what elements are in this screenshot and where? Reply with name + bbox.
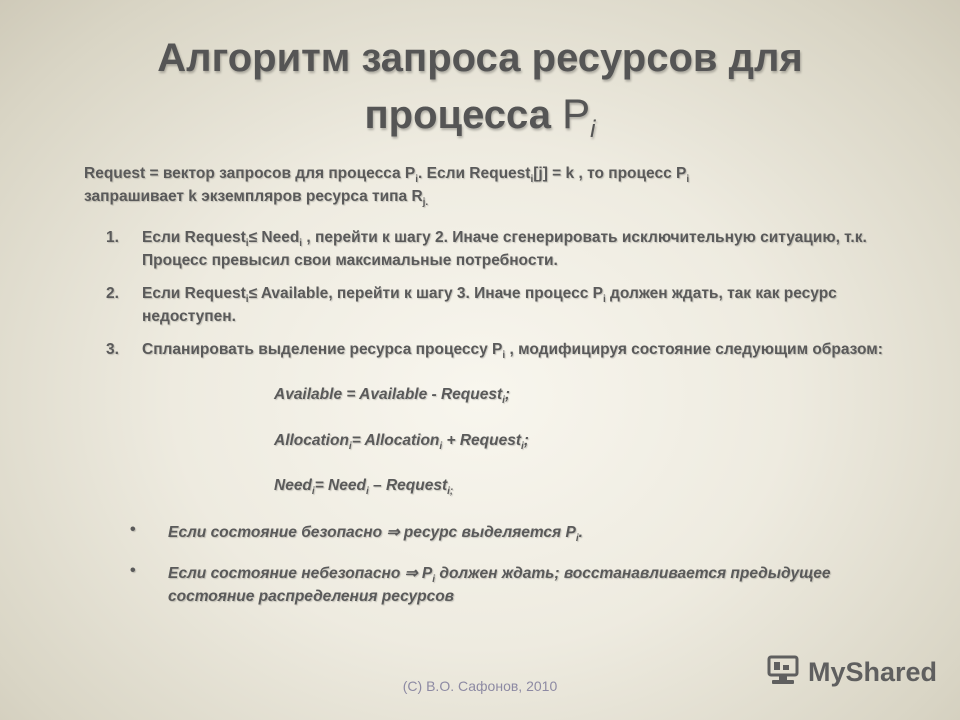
bullet-sub: i — [575, 532, 579, 544]
title-line-1: Алгоритм запроса ресурсов для — [157, 36, 803, 80]
step-number: 3. — [106, 341, 119, 359]
equation-text: Need — [274, 476, 312, 494]
equation-sub: i — [311, 485, 315, 497]
step-number: 1. — [106, 229, 119, 247]
equation-text: – Request — [368, 476, 448, 494]
equation-text: Allocation — [274, 431, 349, 449]
step-item-1 — [84, 229, 910, 269]
step-text: ≤ Need — [248, 229, 300, 247]
bullet-text: Если состояние безопасно — [168, 523, 387, 541]
equation-text: Available = Available - Request — [274, 386, 503, 404]
slide-footer: (C) В.О. Сафонов, 2010 — [402, 678, 558, 694]
equation-text: ; — [523, 431, 529, 449]
step-sub: i — [602, 294, 606, 306]
steps-list — [84, 229, 910, 364]
implies-arrow-icon: ⇒ — [386, 523, 400, 541]
step-item-2 — [84, 285, 910, 325]
equation-sub: i — [365, 485, 369, 497]
slide-content — [84, 165, 910, 623]
bullet-text: должен ждать; восстанавливается предыдущее состояние распределения ресурсов — [168, 564, 831, 605]
equation-1 — [84, 386, 910, 409]
bullet-text: . — [578, 523, 583, 541]
step-text: должен ждать, так как ресурс недоступен. — [142, 285, 837, 326]
bullet-item-2 — [84, 561, 910, 605]
bullet-text: P — [417, 564, 433, 582]
equation-sub: i — [521, 440, 524, 452]
bullet-text: Если состояние небезопасно — [168, 564, 405, 582]
slide-title — [60, 30, 900, 158]
step-item-3 — [84, 341, 910, 364]
step-sub: i — [245, 238, 249, 250]
title-line-2-text: процесса — [364, 93, 563, 137]
equation-sub: i — [348, 440, 352, 452]
intro-sub-2: i — [530, 174, 534, 186]
intro-sub-4: j. — [422, 197, 429, 209]
step-text: Если Request — [142, 285, 246, 303]
intro-sub-1: i — [415, 174, 419, 186]
implies-arrow-icon: ⇒ — [404, 564, 418, 582]
bullet-sub: i — [432, 573, 436, 585]
bullet-text: ресурс выделяется P — [399, 523, 576, 541]
equation-text: + Request — [442, 431, 522, 449]
step-text: , перейти к шагу 3. Иначе процесс P — [328, 285, 603, 303]
equation-text: = Allocation — [351, 431, 440, 449]
bullet-dot-icon: • — [130, 520, 136, 538]
myshared-logo-icon — [766, 655, 802, 689]
step-sub: i — [245, 294, 249, 306]
step-text: , перейти к шагу 2. Иначе сгенерировать исключительную ситуацию, т.к. Процесс превысил свои максимальные потребности. — [142, 229, 867, 270]
intro-text-1: Request = вектор запросов для процесса P — [84, 165, 416, 182]
equation-sub: i; — [447, 485, 454, 497]
equation-3 — [84, 477, 910, 500]
step-number: 2. — [106, 285, 119, 303]
equation-2 — [84, 432, 910, 455]
step-text: , модифицируя состояние следующим образом: — [505, 341, 883, 359]
title-var: P — [562, 90, 591, 137]
logo-text: MyShared — [808, 656, 938, 687]
step-sub: i — [502, 350, 506, 362]
intro-text-3: [j] = k , то процесс P — [533, 165, 687, 182]
title-line-2 — [60, 86, 900, 158]
bullet-list — [84, 520, 910, 605]
step-text: Если Request — [142, 229, 246, 247]
bullet-dot-icon: • — [130, 561, 136, 579]
intro-paragraph — [84, 165, 910, 211]
equation-sub: i — [502, 395, 505, 407]
equation-text: = Need — [314, 476, 366, 494]
step-sub: i — [299, 238, 303, 250]
title-var-sub: i — [590, 116, 596, 143]
equation-sub: i — [439, 440, 443, 452]
intro-sub-3: i — [686, 174, 690, 186]
intro-text-2: . Если Request — [418, 165, 531, 182]
intro-text-4: запрашивает k экземпляров ресурса типа R — [84, 188, 423, 206]
equation-text: ; — [504, 386, 511, 404]
bullet-item-1 — [84, 520, 910, 547]
myshared-logo[interactable] — [766, 655, 937, 689]
step-text: Спланировать выделение ресурса процессу P — [142, 341, 503, 359]
step-text: ≤ Available — [248, 285, 329, 303]
